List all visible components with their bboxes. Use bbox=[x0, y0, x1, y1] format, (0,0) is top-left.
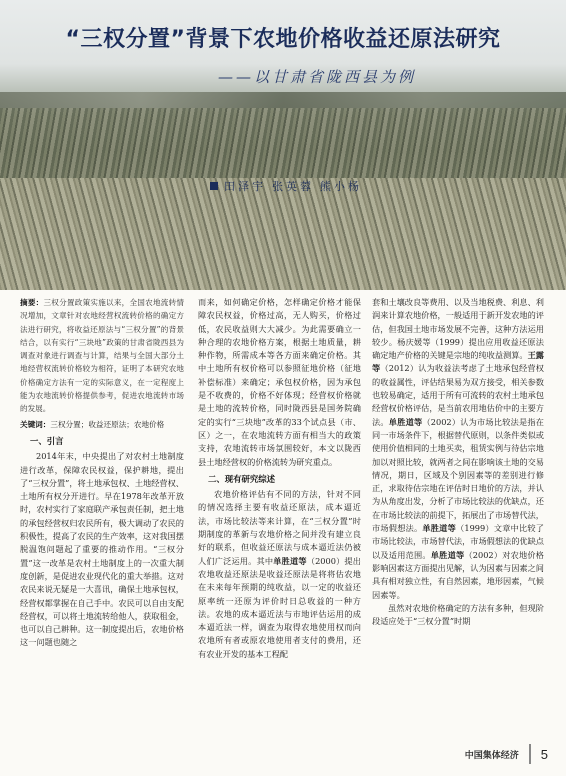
paragraph-text: 农地价格评估有不同的方法，针对不同的情况选择主要有收益还原法，成本逼近法，市场比较法等来计算，在“三权分置”时期制度的革新与农地价格之间并没有建立良好的联系，但收益还原法与成本逼近法仍被人们广泛运用。其中 bbox=[198, 489, 361, 566]
author-line bbox=[210, 178, 362, 194]
paragraph bbox=[198, 488, 361, 661]
tree-line bbox=[0, 92, 566, 108]
abstract-text: 三权分置政策实施以来，全国农地流转情况增加，文章针对农地经营权流转价格的确定方法进行研究，将收益还原法与“三权分置”的背景结合，以有实行“三块地”政策的甘肃省陇西县为调查对象进行调查与计算，结果与全国大部分土地经营权流转价格较为相符，证明了本研究农地价格确定方法有一定的实际意义，在一定程度上能为农地流转价格提供参考，促进农地流转市场的发展。 bbox=[20, 298, 185, 414]
article-title: “三权分置”背景下农地价格收益还原法研究 bbox=[65, 27, 501, 52]
article-subtitle: ——以甘肃省陇西县为例 bbox=[217, 68, 416, 86]
cited-author: 王露等 bbox=[372, 350, 544, 374]
cited-author: 单胜道等 bbox=[273, 555, 307, 566]
author-name: 田泽宇 bbox=[224, 180, 266, 193]
column-2 bbox=[198, 296, 361, 661]
paragraph-text: （2002）对农地价格影响因素这方面提出见解，认为因素与因素之间具有相对独立性，有自然因素，地形因素，气候因素等。 bbox=[372, 549, 544, 600]
keywords-label: 关键词： bbox=[20, 419, 51, 429]
section-heading-intro: 一、引言 bbox=[30, 435, 64, 446]
magazine-name: 中国集体经济 bbox=[464, 750, 519, 761]
square-bullet-icon bbox=[210, 182, 218, 190]
section-heading-review: 二、现有研究综述 bbox=[208, 473, 275, 484]
crop-field-near bbox=[0, 178, 566, 290]
abstract bbox=[20, 296, 184, 416]
paragraph: 2014年末，中央提出了对农村土地制度进行改革，保障农民权益，保护耕地，提出了“三权分置”，将土地承包权、土地经营权、土地所有权分开进行。早在1978年改革开放时，农村实行了家庭联产承包责任制，把土地的承包经营权归农民所有，极大调动了农民的积极性，提高了农民的生产效率，这对我国摆脱温饱问题起了重要的推动作用。“三权分置”这一改革是农村土地制度上的一次重大制度创新，是促进农业现代化的重大举措。这对农民来说无疑是一大喜讯，确保土地承包权，经营权都掌握在自己手中。农民可以自由支配经营权，可以将土地流转给他人，获取租金，也可以自己耕种。这一制度提出后，农地价格这一问题也随之 bbox=[20, 451, 184, 648]
header-photo bbox=[0, 0, 566, 290]
footer-divider bbox=[529, 744, 531, 764]
cited-author: 单胜道等 bbox=[422, 523, 456, 534]
cited-author: 单胜道等 bbox=[430, 549, 465, 560]
keywords-text: 三权分置；收益还原法；农地价格 bbox=[50, 419, 165, 429]
paragraph: 而来，如何确定价格，怎样确定价格才能保障农民权益，价格过高，无人购买，价格过低，农民收益则大大减少。为此需要确立一种合理的农地价格方案，根据土地质量，耕种作物，所需成本等各方面来确定价格。其中土地所有权价格可以参照征地价格（征地补偿标准）来确定；承包权价格，因为承包是不收费的，价格不好体现；经营权价格就是土地的流转价格，同时陇西县是国务院确定的实行“三块地”改革的33个试点县（市、区）之一，在农地流转方面有相当大的政策支持，农地流转市场氛围较好，本文以陇西县土地经营权的价格流转为研究重点。 bbox=[198, 297, 361, 467]
crop-field-far bbox=[0, 108, 566, 178]
author-name: 张英蓉 bbox=[272, 180, 314, 193]
paragraph bbox=[372, 296, 544, 602]
paragraph-text: 套和土壤改良等费用、以及当地税费、利息、利润来计算农地价格，一般适用于新开发农地的评估，但我国土地市场发展不完善，这种方法运用较少。杨庆媛等（1999）提出应用收益还原法确定地产价格的关键是宗地的纯收益测算。 bbox=[372, 297, 544, 361]
column-3 bbox=[372, 296, 544, 628]
paragraph-text: （2000）提出农地收益还原法是收益还原法是将将估农地在未来每年预期的纯收益，以一定的收益还原率统一还原为评价时日总收益的一种方法。农地的成本逼近法与市地评估运用的成本逼近法一样，调查为取得农地使用权而向农地所有者或原农地使用者支付的费用，还有农业开发的基本工程配 bbox=[198, 555, 361, 659]
page-number: 5 bbox=[540, 746, 548, 762]
abstract-label: 摘要： bbox=[20, 298, 44, 307]
paragraph-text: （2012）认为收益法考虑了土地承包经营权的收益属性，评估结果易为双方接受，相关参数也较易确定，适用于所有可流转的农村土地承包经营权价格评估，是当前农用地估价中的主要方法。 bbox=[372, 363, 544, 427]
author-name: 熊小杨 bbox=[320, 180, 362, 193]
paragraph-text: （1999）文章中比较了市场比较法，市场替代法，市场假想法的优缺点以及适用范围。 bbox=[372, 523, 544, 560]
page-footer bbox=[465, 744, 548, 764]
paragraph-text: （2002）认为市场比较法是指在同一市场条件下，根据替代原则，以条件类似或使用价值相同的土地买卖，租赁实例与待估宗地加以对照比较，就两者之间在影响该土地的交易情况，期日，区域及个别因素等的差别进行修正，求取待估宗地在评估时日地价的方法，并认为从角度出发，分析了市场比较法的优缺点，还在市场比较法的前提下，拓展出了市场替代法，市场假想法。 bbox=[372, 416, 544, 534]
keywords bbox=[20, 418, 184, 431]
cited-author: 单胜道等 bbox=[388, 416, 423, 427]
column-1 bbox=[20, 296, 184, 650]
paragraph: 虽然对农地价格确定的方法有多种，但现阶段适应处于“三权分置”时期 bbox=[372, 602, 544, 627]
